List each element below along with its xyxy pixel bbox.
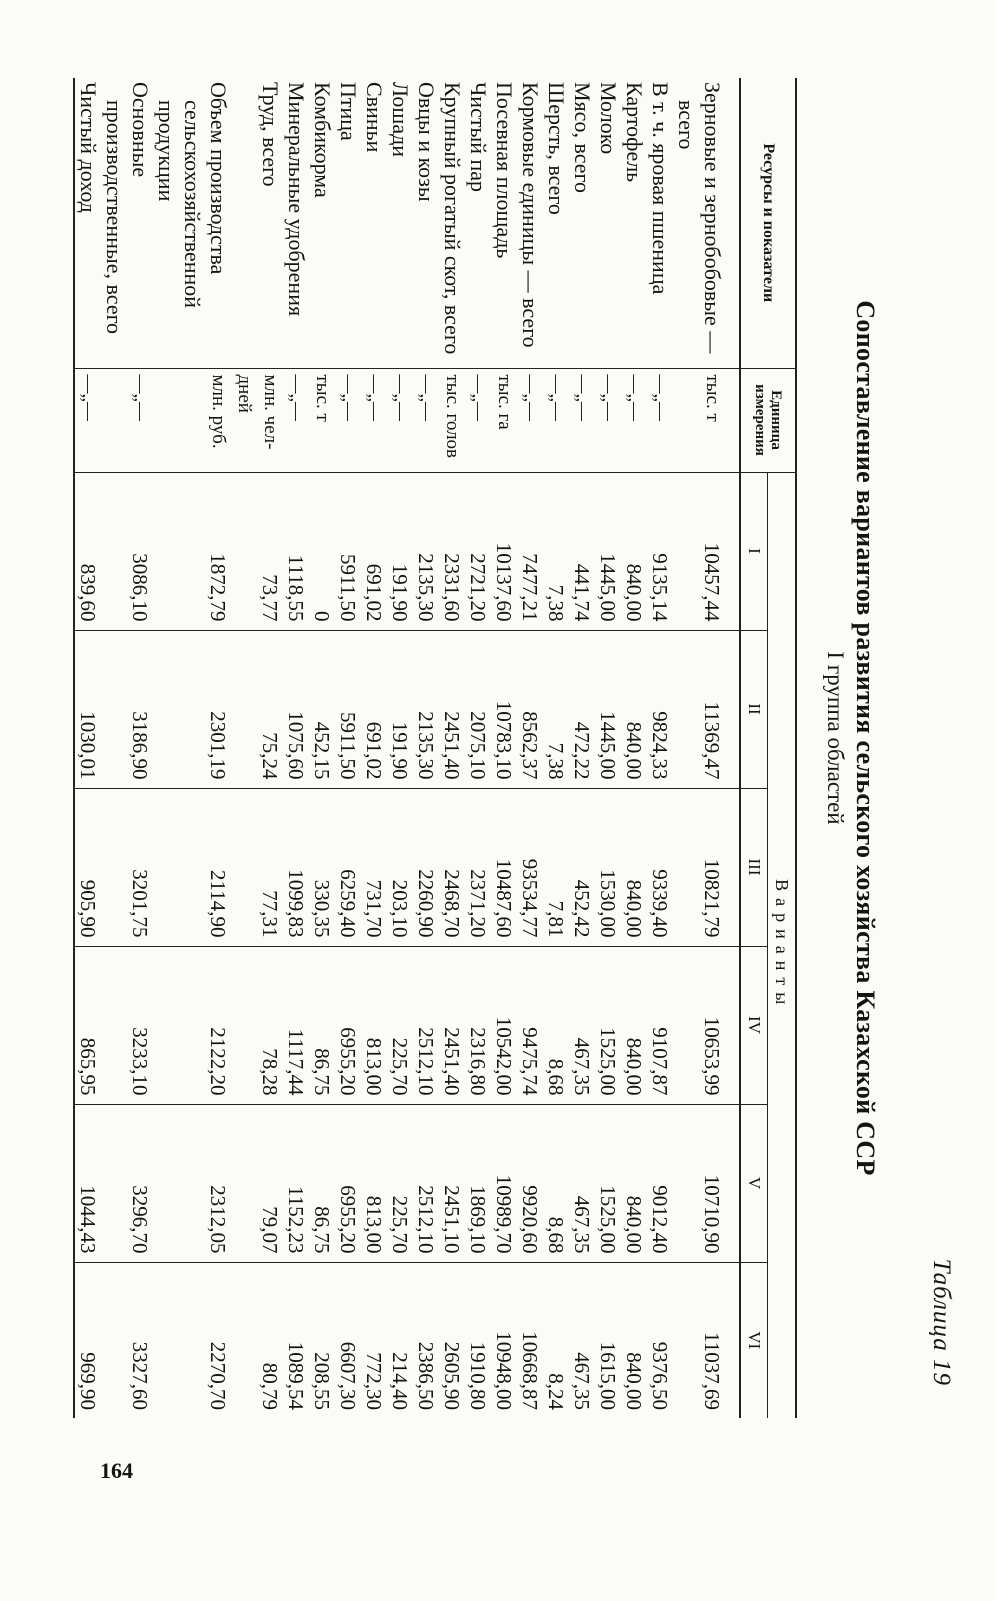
value-cell-variant-6: 10668,87 bbox=[517, 1262, 543, 1418]
value-cell-variant-5: 1869,10 bbox=[465, 1104, 491, 1262]
value-cell-variant-2: 10783,10 bbox=[491, 630, 517, 788]
table-row bbox=[153, 78, 231, 1418]
value-cell-variant-4: 8,68 bbox=[543, 946, 569, 1104]
value-cell-variant-2: 5911,50 bbox=[335, 630, 361, 788]
header-variant-4: IV bbox=[740, 946, 768, 1104]
value-cell-variant-6: 467,35 bbox=[569, 1262, 595, 1418]
value-cell-variant-1: 73,77 bbox=[231, 472, 283, 630]
header-variant-3: III bbox=[740, 788, 768, 946]
value-cell-variant-5: 10989,70 bbox=[491, 1104, 517, 1262]
resource-name: В т. ч. яровая пшеница bbox=[648, 82, 673, 295]
value-cell-variant-3: 2371,20 bbox=[465, 788, 491, 946]
table-row bbox=[595, 78, 621, 1418]
resource-name: Чистый доход bbox=[74, 78, 101, 368]
value-cell-variant-1: 1118,55 bbox=[283, 472, 309, 630]
value-cell-variant-2: 452,15 bbox=[309, 630, 335, 788]
value-cell-variant-2: 2135,30 bbox=[413, 630, 439, 788]
value-cell-variant-1: 1872,79 bbox=[153, 472, 231, 630]
unit-cell: тыс. голов bbox=[439, 368, 465, 472]
table-row bbox=[673, 78, 725, 1418]
value-cell-variant-1: 3086,10 bbox=[101, 472, 153, 630]
value-cell-variant-4: 3233,10 bbox=[101, 946, 153, 1104]
table-subtitle: I группа областей bbox=[823, 651, 848, 825]
value-cell-variant-5: 9012,40 bbox=[647, 1104, 673, 1262]
value-cell-variant-5: 86,75 bbox=[309, 1104, 335, 1262]
unit-cell: —„— bbox=[283, 368, 309, 472]
value-cell-variant-4: 225,70 bbox=[387, 946, 413, 1104]
value-cell-variant-3: 2114,90 bbox=[153, 788, 231, 946]
value-cell-variant-3: 203,10 bbox=[387, 788, 413, 946]
value-cell-variant-1: 839,60 bbox=[74, 472, 101, 630]
table-row bbox=[283, 78, 309, 1418]
table-row bbox=[231, 78, 283, 1418]
table-row bbox=[361, 78, 387, 1418]
unit-cell: тыс. га bbox=[491, 368, 517, 472]
value-cell-variant-5: 8,68 bbox=[543, 1104, 569, 1262]
value-cell-variant-1: 2331,60 bbox=[439, 472, 465, 630]
resource-name: Комбикорма bbox=[310, 82, 335, 198]
value-cell-variant-3: 7,81 bbox=[543, 788, 569, 946]
value-cell-variant-5: 467,35 bbox=[569, 1104, 595, 1262]
resource-name: Шерсть, всего bbox=[544, 82, 569, 215]
value-cell-variant-5: 813,00 bbox=[361, 1104, 387, 1262]
value-cell-variant-4: 467,35 bbox=[569, 946, 595, 1104]
value-cell-variant-2: 2451,40 bbox=[439, 630, 465, 788]
value-cell-variant-1: 2135,30 bbox=[413, 472, 439, 630]
header-resources: Ресурсы и показатели bbox=[740, 78, 796, 368]
resource-name: Свиньи bbox=[362, 82, 387, 153]
value-cell-variant-6: 2386,50 bbox=[413, 1262, 439, 1418]
value-cell-variant-2: 472,22 bbox=[569, 630, 595, 788]
value-cell-variant-3: 1099,83 bbox=[283, 788, 309, 946]
unit-cell: —„— bbox=[517, 368, 543, 472]
value-cell-variant-1: 7477,21 bbox=[517, 472, 543, 630]
unit-cell: —„— bbox=[465, 368, 491, 472]
value-cell-variant-4: 86,75 bbox=[309, 946, 335, 1104]
table-row bbox=[413, 78, 439, 1418]
resource-name: Объем производства сельскохозяйственной продукции bbox=[154, 82, 231, 309]
unit-cell: —„— bbox=[647, 368, 673, 472]
unit-cell: —„— bbox=[74, 368, 101, 472]
value-cell-variant-4: 10542,00 bbox=[491, 946, 517, 1104]
comparison-table bbox=[73, 78, 797, 1418]
table-row bbox=[543, 78, 569, 1418]
value-cell-variant-2: 9824,33 bbox=[647, 630, 673, 788]
value-cell-variant-1: 0 bbox=[309, 472, 335, 630]
header-variant-1: I bbox=[740, 472, 768, 630]
value-cell-variant-6: 214,40 bbox=[387, 1262, 413, 1418]
unit-cell: тыс. т bbox=[673, 368, 725, 472]
value-cell-variant-1: 5911,50 bbox=[335, 472, 361, 630]
value-cell-variant-6: 1089,54 bbox=[283, 1262, 309, 1418]
value-cell-variant-4: 78,28 bbox=[231, 946, 283, 1104]
value-cell-variant-1: 1445,00 bbox=[595, 472, 621, 630]
value-cell-variant-2: 191,90 bbox=[387, 630, 413, 788]
value-cell-variant-4: 9107,87 bbox=[647, 946, 673, 1104]
table-row bbox=[101, 78, 153, 1418]
value-cell-variant-6: 772,30 bbox=[361, 1262, 387, 1418]
header-variant-5: V bbox=[740, 1104, 768, 1262]
resource-name: Крупный рогатый скот, всего bbox=[440, 82, 465, 355]
value-cell-variant-4: 813,00 bbox=[361, 946, 387, 1104]
value-cell-variant-3: 905,90 bbox=[74, 788, 101, 946]
value-cell-variant-3: 731,70 bbox=[361, 788, 387, 946]
value-cell-variant-6: 10948,00 bbox=[491, 1262, 517, 1418]
value-cell-variant-4: 9475,74 bbox=[517, 946, 543, 1104]
value-cell-variant-5: 2451,10 bbox=[439, 1104, 465, 1262]
resource-name: Чистый пар bbox=[466, 82, 491, 193]
resource-name: Кормовые единицы — всего bbox=[518, 82, 543, 348]
value-cell-variant-2: 1445,00 bbox=[595, 630, 621, 788]
value-cell-variant-2: 1075,60 bbox=[283, 630, 309, 788]
resource-name: Зерновые и зернобобовые — всего bbox=[674, 82, 725, 354]
table-row bbox=[439, 78, 465, 1418]
value-cell-variant-6: 2605,90 bbox=[439, 1262, 465, 1418]
resource-name: Картофель bbox=[622, 82, 647, 183]
value-cell-variant-5: 225,70 bbox=[387, 1104, 413, 1262]
value-cell-variant-5: 1044,43 bbox=[74, 1104, 101, 1262]
value-cell-variant-6: 80,79 bbox=[231, 1262, 283, 1418]
value-cell-variant-3: 10821,79 bbox=[673, 788, 725, 946]
resource-name: Овцы и козы bbox=[414, 82, 439, 202]
table-row bbox=[647, 78, 673, 1418]
unit-cell: —„— bbox=[543, 368, 569, 472]
value-cell-variant-6: 9376,50 bbox=[647, 1262, 673, 1418]
unit-cell: тыс. т bbox=[309, 368, 335, 472]
value-cell-variant-3: 2468,70 bbox=[439, 788, 465, 946]
value-cell-variant-6: 1615,00 bbox=[595, 1262, 621, 1418]
value-cell-variant-6: 8,24 bbox=[543, 1262, 569, 1418]
value-cell-variant-1: 840,00 bbox=[621, 472, 647, 630]
table-body bbox=[74, 78, 740, 1418]
value-cell-variant-6: 6607,30 bbox=[335, 1262, 361, 1418]
unit-cell: —„— bbox=[621, 368, 647, 472]
value-cell-variant-3: 2260,90 bbox=[413, 788, 439, 946]
value-cell-variant-6: 840,00 bbox=[621, 1262, 647, 1418]
header-variants: Варианты bbox=[768, 472, 797, 1418]
unit-cell: —„— bbox=[595, 368, 621, 472]
value-cell-variant-3: 1530,00 bbox=[595, 788, 621, 946]
value-cell-variant-2: 1030,01 bbox=[74, 630, 101, 788]
value-cell-variant-1: 10457,44 bbox=[673, 472, 725, 630]
value-cell-variant-4: 840,00 bbox=[621, 946, 647, 1104]
table-title: Сопоставление вариантов развития сельского хозяйства Казахской ССР bbox=[851, 300, 880, 1176]
header-variant-2: II bbox=[740, 630, 768, 788]
unit-cell: млн. руб. bbox=[153, 368, 231, 472]
value-cell-variant-5: 79,07 bbox=[231, 1104, 283, 1262]
value-cell-variant-1: 191,90 bbox=[387, 472, 413, 630]
header-unit: Единица измерения bbox=[740, 368, 796, 472]
resource-name: Птица bbox=[336, 82, 361, 141]
value-cell-variant-3: 10487,60 bbox=[491, 788, 517, 946]
table-row bbox=[491, 78, 517, 1418]
value-cell-variant-6: 1910,80 bbox=[465, 1262, 491, 1418]
value-cell-variant-6: 11037,69 bbox=[673, 1262, 725, 1418]
value-cell-variant-5: 1152,23 bbox=[283, 1104, 309, 1262]
value-cell-variant-6: 3327,60 bbox=[101, 1262, 153, 1418]
resource-name: Лошади bbox=[388, 82, 413, 158]
value-cell-variant-4: 1525,00 bbox=[595, 946, 621, 1104]
value-cell-variant-5: 9920,60 bbox=[517, 1104, 543, 1262]
resource-name: Основные производственные, всего bbox=[102, 82, 153, 335]
rotated-page-content bbox=[55, 38, 955, 1438]
resource-name: Молоко bbox=[596, 82, 621, 155]
value-cell-variant-2: 8562,37 bbox=[517, 630, 543, 788]
value-cell-variant-6: 2270,70 bbox=[153, 1262, 231, 1418]
table-row bbox=[74, 78, 101, 1418]
value-cell-variant-2: 840,00 bbox=[621, 630, 647, 788]
unit-cell: —„— bbox=[335, 368, 361, 472]
value-cell-variant-3: 330,35 bbox=[309, 788, 335, 946]
value-cell-variant-1: 10137,60 bbox=[491, 472, 517, 630]
value-cell-variant-2: 75,24 bbox=[231, 630, 283, 788]
value-cell-variant-3: 77,31 bbox=[231, 788, 283, 946]
table-row bbox=[387, 78, 413, 1418]
value-cell-variant-2: 7,38 bbox=[543, 630, 569, 788]
value-cell-variant-3: 93534,77 bbox=[517, 788, 543, 946]
value-cell-variant-2: 11369,47 bbox=[673, 630, 725, 788]
value-cell-variant-4: 2316,80 bbox=[465, 946, 491, 1104]
unit-cell: —„— bbox=[569, 368, 595, 472]
value-cell-variant-4: 6955,20 bbox=[335, 946, 361, 1104]
value-cell-variant-3: 840,00 bbox=[621, 788, 647, 946]
unit-cell: —„— bbox=[361, 368, 387, 472]
value-cell-variant-2: 691,02 bbox=[361, 630, 387, 788]
value-cell-variant-1: 7,38 bbox=[543, 472, 569, 630]
resource-name: Посевная площадь bbox=[492, 82, 517, 259]
table-row bbox=[335, 78, 361, 1418]
value-cell-variant-6: 969,90 bbox=[74, 1262, 101, 1418]
table-row bbox=[517, 78, 543, 1418]
unit-cell: —„— bbox=[387, 368, 413, 472]
value-cell-variant-5: 6955,20 bbox=[335, 1104, 361, 1262]
value-cell-variant-2: 2301,19 bbox=[153, 630, 231, 788]
unit-cell: млн. чел-дней bbox=[231, 368, 283, 472]
value-cell-variant-4: 1117,44 bbox=[283, 946, 309, 1104]
value-cell-variant-3: 6259,40 bbox=[335, 788, 361, 946]
value-cell-variant-5: 1525,00 bbox=[595, 1104, 621, 1262]
table-row bbox=[309, 78, 335, 1418]
unit-cell: —„— bbox=[413, 368, 439, 472]
value-cell-variant-3: 452,42 bbox=[569, 788, 595, 946]
table-label: Таблица 19 bbox=[928, 1258, 955, 1386]
value-cell-variant-1: 9135,14 bbox=[647, 472, 673, 630]
table-row bbox=[465, 78, 491, 1418]
page-number: 164 bbox=[100, 1458, 133, 1483]
value-cell-variant-1: 2721,20 bbox=[465, 472, 491, 630]
value-cell-variant-4: 865,95 bbox=[74, 946, 101, 1104]
value-cell-variant-2: 3186,90 bbox=[101, 630, 153, 788]
value-cell-variant-1: 691,02 bbox=[361, 472, 387, 630]
value-cell-variant-5: 2312,05 bbox=[153, 1104, 231, 1262]
unit-cell: —„— bbox=[101, 368, 153, 472]
value-cell-variant-4: 10653,99 bbox=[673, 946, 725, 1104]
value-cell-variant-4: 2451,40 bbox=[439, 946, 465, 1104]
value-cell-variant-5: 840,00 bbox=[621, 1104, 647, 1262]
value-cell-variant-5: 3296,70 bbox=[101, 1104, 153, 1262]
resource-name: Мясо, всего bbox=[570, 82, 595, 193]
resource-name: Минеральные удобрения bbox=[284, 82, 309, 317]
value-cell-variant-1: 441,74 bbox=[569, 472, 595, 630]
resource-name: Труд, всего bbox=[258, 82, 283, 187]
value-cell-variant-6: 208,55 bbox=[309, 1262, 335, 1418]
value-cell-variant-5: 2512,10 bbox=[413, 1104, 439, 1262]
value-cell-variant-4: 2122,20 bbox=[153, 946, 231, 1104]
value-cell-variant-4: 2512,10 bbox=[413, 946, 439, 1104]
header-variant-6: VI bbox=[740, 1262, 768, 1418]
table-row bbox=[621, 78, 647, 1418]
value-cell-variant-3: 3201,75 bbox=[101, 788, 153, 946]
value-cell-variant-5: 10710,90 bbox=[673, 1104, 725, 1262]
value-cell-variant-2: 2075,10 bbox=[465, 630, 491, 788]
table-row bbox=[569, 78, 595, 1418]
value-cell-variant-3: 9339,40 bbox=[647, 788, 673, 946]
